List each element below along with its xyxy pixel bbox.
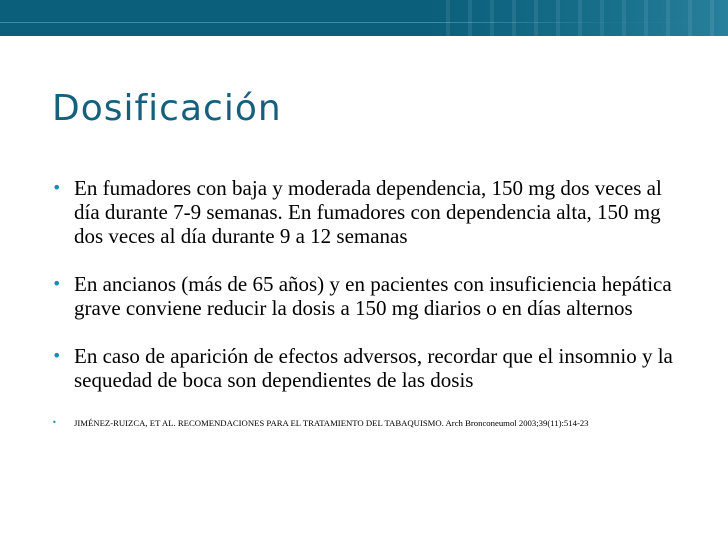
slide-title: Dosificación	[52, 88, 282, 129]
bullet-text: En fumadores con baja y moderada dependencia, 150 mg dos veces al día durante 7-9 semanas. En fumadores con dependencia alta, 150 mg dos veces al día durante 9 a 12 semanas	[74, 176, 662, 248]
bullet-text: En caso de aparición de efectos adversos, recordar que el insomnio y la sequedad de boca son dependientes de las dosis	[74, 344, 673, 392]
bullet-text: En ancianos (más de 65 años) y en pacientes con insuficiencia hepática grave conviene reducir la dosis a 150 mg diarios o en días alternos	[74, 272, 672, 320]
header-band-stripes	[428, 0, 728, 36]
bullet-item	[52, 344, 692, 392]
bullet-item	[52, 272, 692, 320]
reference-item	[52, 416, 692, 430]
bullet-marker-icon: •	[52, 418, 57, 427]
header-band	[0, 0, 728, 36]
bullet-marker-icon: •	[52, 274, 62, 293]
bullet-marker-icon: •	[52, 178, 62, 197]
bullet-marker-icon: •	[52, 346, 62, 365]
bullet-item	[52, 176, 692, 248]
reference-text: JIMÉNEZ-RUIZCA, ET AL. RECOMENDACIONES PARA EL TRATAMIENTO DEL TABAQUISMO. Arch Bronconeumol 2003;39(11):514-23	[74, 418, 589, 428]
bullet-list	[52, 176, 692, 430]
